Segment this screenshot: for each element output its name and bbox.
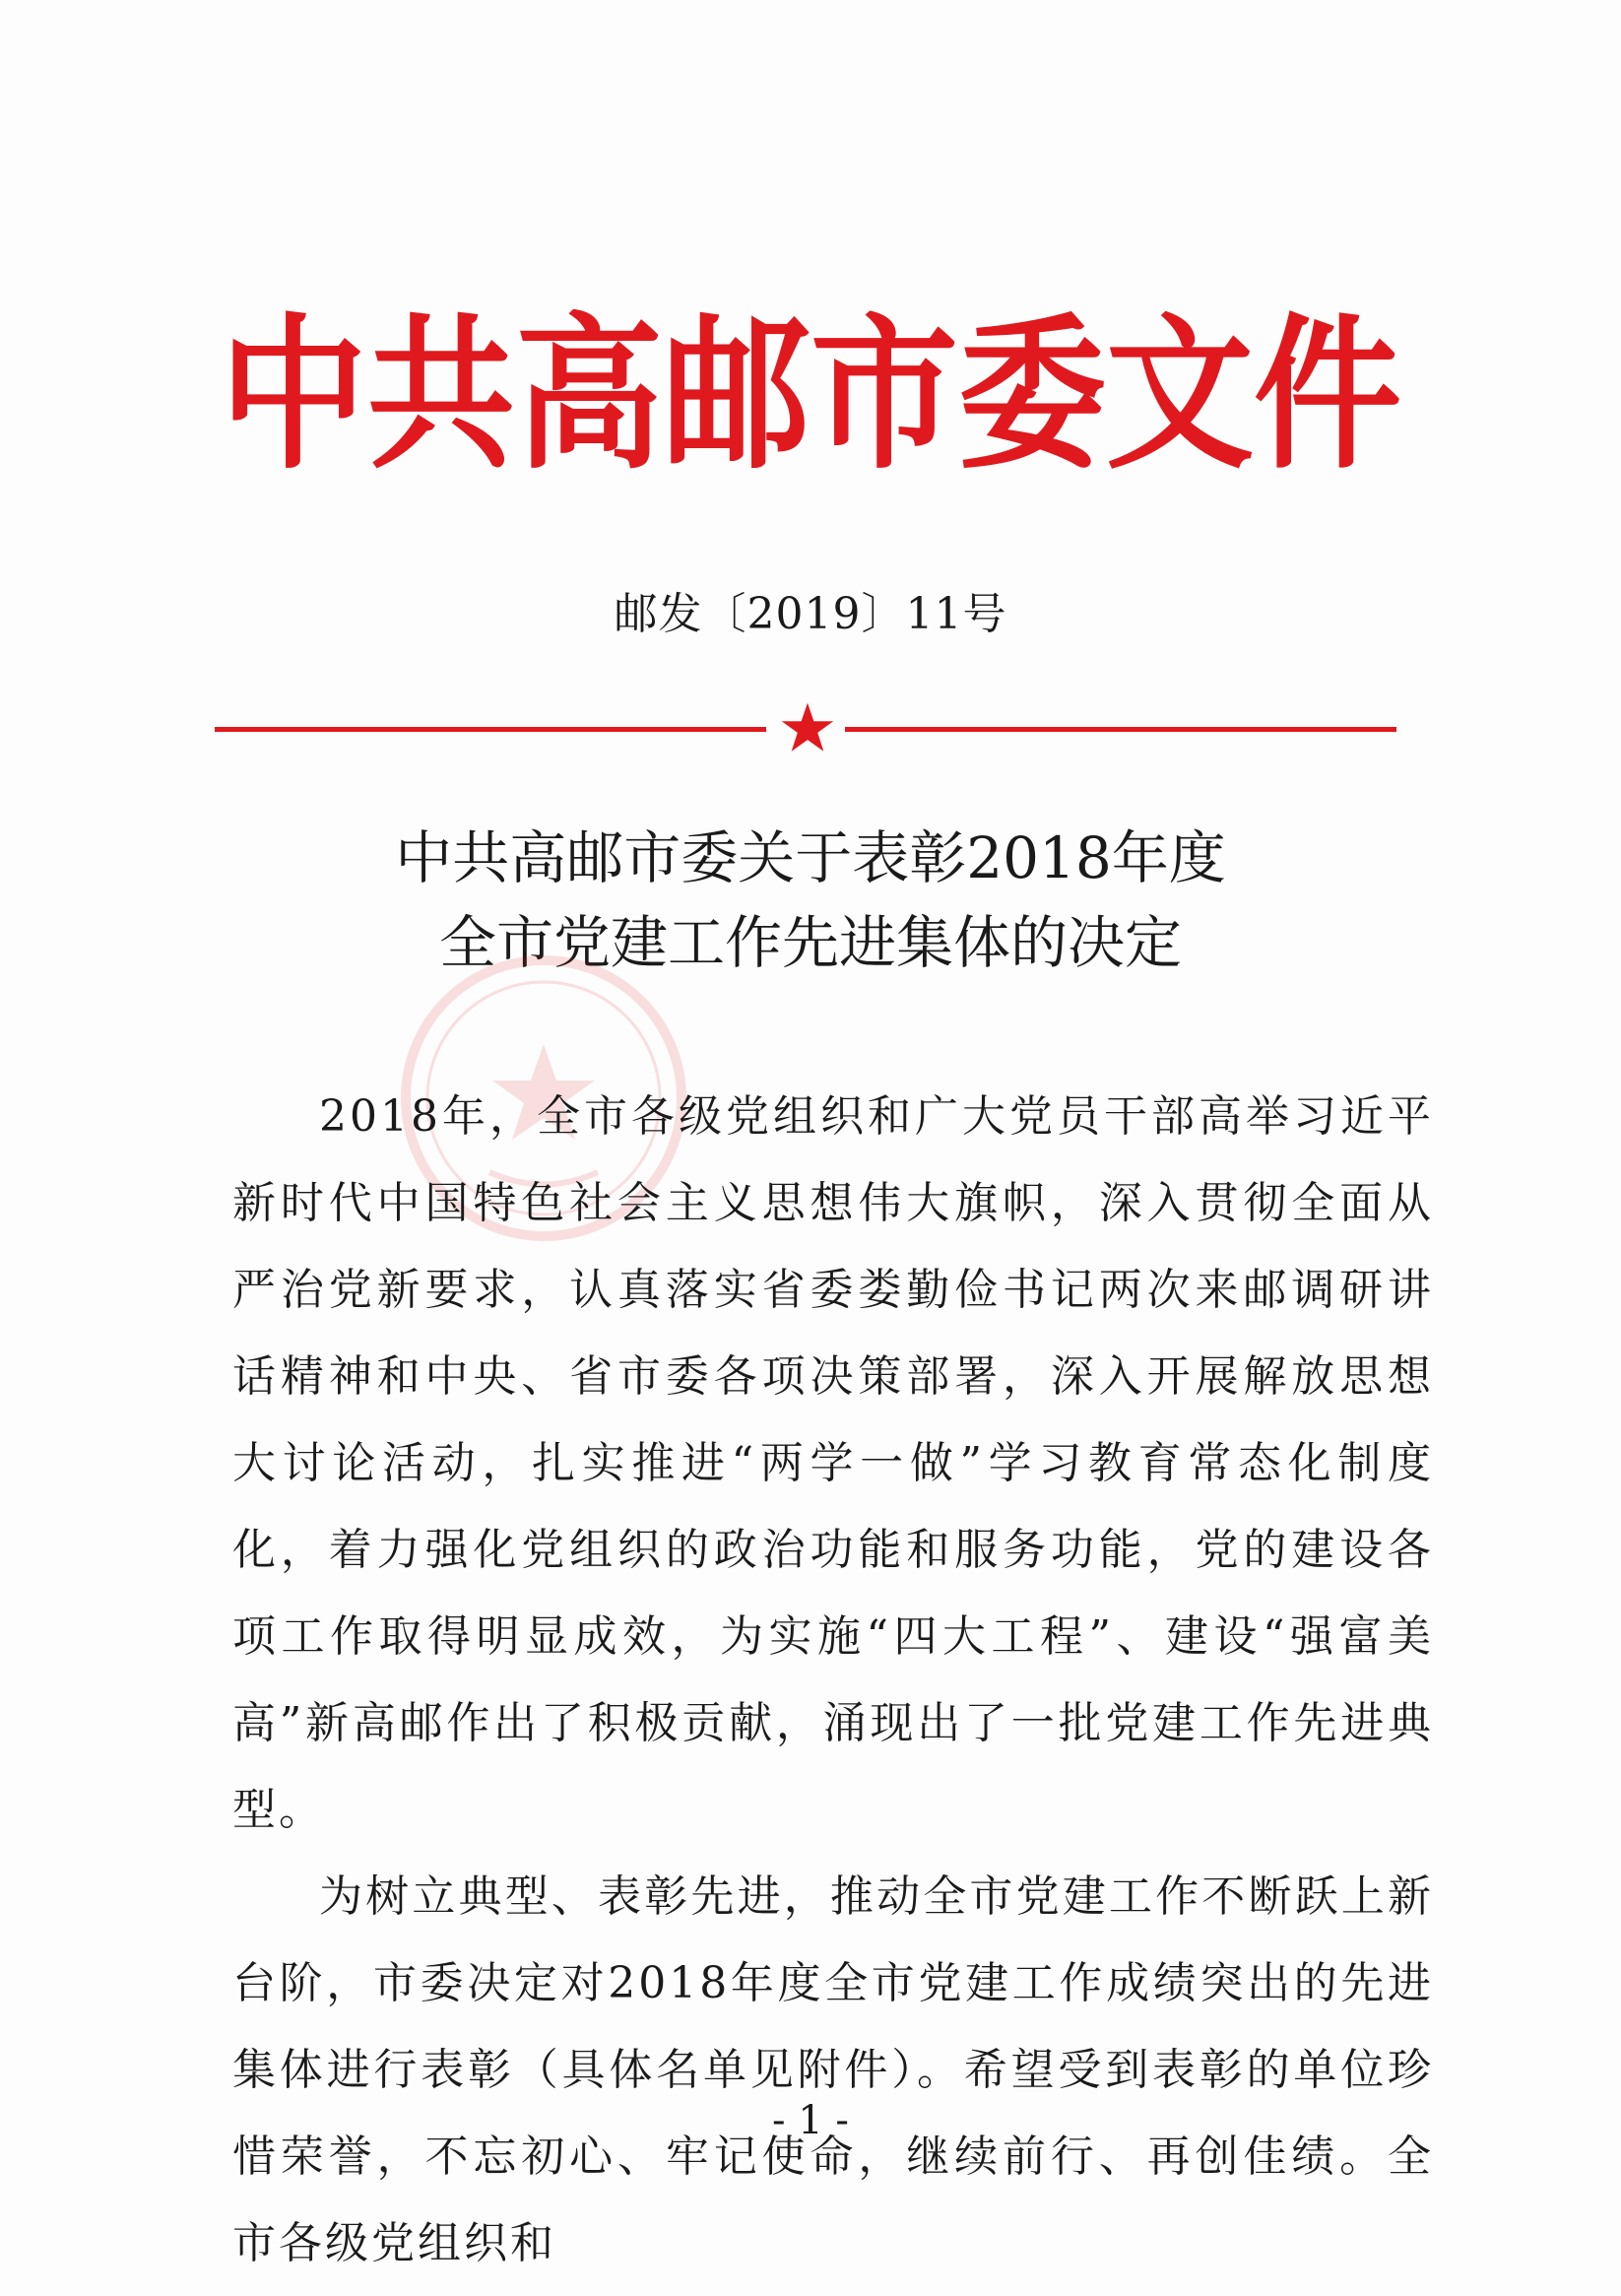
masthead-title: 中共高邮市委文件 (219, 299, 1401, 492)
red-separator (215, 701, 1396, 756)
page-number: - 1 - (772, 2098, 849, 2143)
body-paragraph-1: 2018年，全市各级党组织和广大党员干部高举习近平新时代中国特色社会主义思想伟大旗帜，深入贯彻全面从严治党新要求，认真落实省委娄勤俭书记两次来邮调研讲话精神和中央、省市委各项决策部署，深入开展解放思想大讨论活动，扎实推进“两学一做”学习教育常态化制度化，着力强化党组织的政治功能和服务功能，党的建设各项工作取得明显成效，为实施“四大工程”、建设“强富美高”新高邮作出了积极贡献，涌现出了一批党建工作先进典型。 (232, 1091, 1434, 1835)
body-paragraph-2: 为树立典型、表彰先进，推动全市党建工作不断跃上新台阶，市委决定对2018年度全市党建工作成绩突出的先进集体进行表彰（具体名单见附件）。希望受到表彰的单位珍惜荣誉，不忘初心、牢记使命，继续前行、再创佳绩。全市各级党组织和 (232, 1871, 1434, 2268)
separator-rule-right (845, 727, 1396, 732)
star-icon (781, 701, 834, 754)
title-line-2: 全市党建工作先进集体的决定 (438, 909, 1182, 976)
document-title (0, 816, 1621, 985)
document-number: 邮发〔2019〕11号 (614, 589, 1007, 639)
separator-rule-left (215, 727, 766, 732)
title-line-1: 中共高邮市委关于表彰2018年度 (395, 824, 1226, 891)
